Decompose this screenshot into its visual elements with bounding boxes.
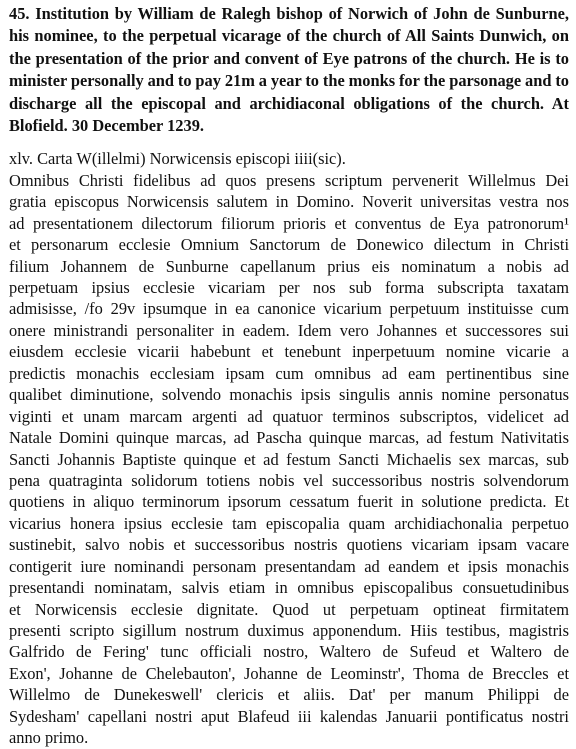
charter-line: qualibet diminutione, solvendo monachis ipsis singulis annis nomine personatus <box>9 385 569 405</box>
charter-line: Sydesham' capellani nostri aput Blafeud iii kalendas Januarii pontificatus nostri <box>9 706 569 726</box>
summary-line: his nominee, to the perpetual vicarage of the church of All Saints Dunwich, on <box>9 26 569 46</box>
charter-title: xlv. Carta W(illelmi) Norwicensis episcopi iiii(sic). <box>9 149 346 169</box>
charter-line: Exon', Johanne de Chelebauton', Johanne de Leominstr', Thoma de Breccles et <box>9 663 569 683</box>
summary-line: discharge all the episcopal and archidiaconal obligations of the church. At <box>9 93 569 113</box>
charter-line: et Norwicensis ecclesie dignitate. Quod ut perpetuam optineat firmitatem <box>9 599 569 619</box>
summary-line: minister personally and to pay 21m a year to the monks for the parsonage and to <box>9 71 569 91</box>
charter-line: perpetuam ipsius ecclesie vicariam per nos sub forma subscripta taxatam <box>9 278 569 298</box>
charter-line: presentandi nominatam, salvis etiam in omnibus episcopalibus consuetudinibus <box>9 578 569 598</box>
charter-line: sustinebit, salvo nobis et successoribus nostris quotiens vicariam ipsam vacare <box>9 535 569 555</box>
summary-line: the presentation of the prior and convent of Eye patrons of the church. He is to <box>9 48 569 68</box>
summary-paragraph <box>9 3 569 137</box>
charter-line: viginti et unam marcam argenti ad quatuor terminos subscriptos, videlicet ad <box>9 406 569 426</box>
summary-line: Blofield. 30 December 1239. <box>9 116 204 136</box>
charter-line: predictis monachis ecclesiam ipsam cum omnibus ad eam pertinentibus sine <box>9 363 569 383</box>
document-page <box>9 3 569 749</box>
charter-line: Natale Domini quinque marcas, ad Pascha quinque marcas, ad festum Nativitatis <box>9 428 569 448</box>
summary-line: 45. Institution by William de Ralegh bishop of Norwich of John de Sunburne, <box>9 4 569 23</box>
charter-line: ad presentationem dilectorum filiorum prioris et conventus de Eya patronorum¹ <box>9 213 569 233</box>
charter-line: quotiens in aliquo terminorum ipsorum cessatum fuerit in solutione predicta. Et <box>9 492 569 512</box>
charter-text <box>9 170 569 749</box>
charter-line: contigerit iure nominandi personam presentandam ad eandem et ipsis monachis <box>9 556 569 576</box>
charter-line: Sancti Johannis Baptiste quinque et ad festum Sancti Michaelis sex marcas, sub <box>9 449 569 469</box>
charter-line: anno primo. <box>9 728 89 748</box>
charter-line: Willelmo de Dunekeswell' clericis et aliis. Dat' per manum Philippi de <box>9 685 569 705</box>
charter-line: et personarum ecclesie Omnium Sanctorum de Donewico dilectum in Christi <box>9 235 569 255</box>
charter-line: onere ministrandi personaliter in eadem. Idem vero Johannes et successores sui <box>9 320 569 340</box>
charter-line: vicarius honera ipsius ecclesie tam episcopalia quam archidiachonalia perpetuo <box>9 513 569 533</box>
charter-line: gratia episcopus Norwicensis salutem in Domino. Noverit universitas vestra nos <box>9 192 569 212</box>
charter-line: Galfrido de Fering' tunc officiali nostro, Waltero de Sufeud et Waltero de <box>9 642 569 662</box>
charter-line: eiusdem ecclesie vicarii habebunt et tenebunt inperpetuum nomine vicarie a <box>9 342 569 362</box>
charter-line: presenti scripto sigillum nostrum duximus apponendum. Hiis testibus, magistris <box>9 621 569 641</box>
charter-line: filium Johannem de Sunburne capellanum prius eis nominatum a nobis ad <box>9 256 569 276</box>
charter-line: pena quatraginta solidorum totiens nobis vel successoribus nostris solvendorum <box>9 470 569 490</box>
charter-line: Omnibus Christi fidelibus ad quos presens scriptum pervenerit Willelmus Dei <box>9 170 569 190</box>
charter-line: admisisse, /fo 29v ipsumque in ea canonice vicarium perpetuum instituisse cum <box>9 299 569 319</box>
